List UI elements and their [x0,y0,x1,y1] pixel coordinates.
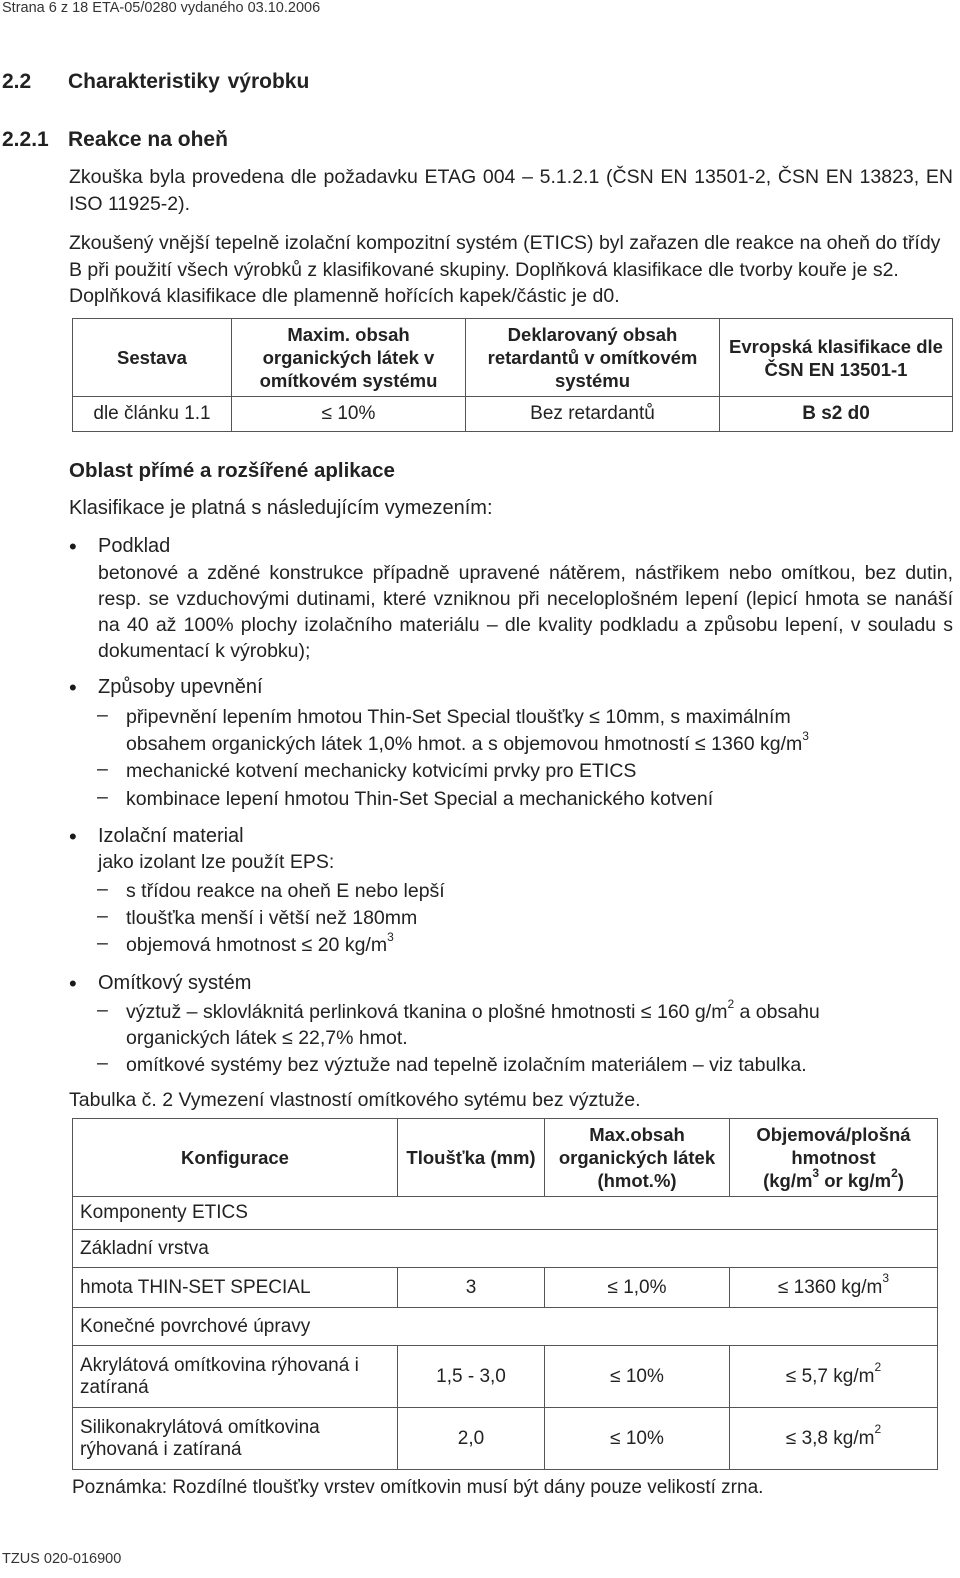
page-footer: TZUS 020-016900 [2,1551,122,1567]
dash-icon: – [97,932,108,954]
table1-header-assembly: Sestava [73,319,232,397]
table2-row-base: Základní vrstva [73,1230,938,1268]
table1-cell-retardants: Bez retardantů [466,397,720,432]
bullet-title-fixing: Způsoby upevnění [98,676,263,698]
superscript: 2 [727,996,735,1011]
test-paragraph: Zkouška byla provedena dle požadavku ETAG 004 – 5.1.2.1 (ČSN EN 13501-2, ČSN EN 13823, EN ISO 11925-2). [69,166,953,215]
table2-row-components: Komponenty ETICS [73,1197,938,1230]
dash-icon: – [97,704,108,726]
table2-header-density [730,1119,938,1197]
bullet-icon: • [69,675,77,700]
table2-cell-thinset-name: hmota THIN-SET SPECIAL [73,1268,398,1308]
table2-cell-silicone-density: ≤ 3,8 $kg/m^2$ [730,1408,938,1470]
bullet-icon: • [69,534,77,559]
section-title: Charakteristiky výrobku [68,70,310,93]
insulation-density-text: objemová hmotnost ≤ 20 kg/m [126,934,388,956]
table2-header-config: Konfigurace [73,1119,398,1197]
bullet-title-insulation: Izolační material [98,825,244,847]
dash-icon: – [97,1052,108,1074]
insulation-item-density [126,929,953,959]
table2-header-thickness: Tloušťka (mm) [398,1119,545,1197]
dash-icon: – [97,999,108,1021]
scope-title: Oblast přímé a rozšířené aplikace [69,459,395,482]
section-heading [2,70,309,94]
table2-cell-acryl-max: ≤ 10% [545,1346,730,1408]
subsection-heading [2,128,228,152]
render-item-mesh [126,996,953,1026]
render-system-table [72,1118,938,1470]
bullet-body-substrate: betonové a zděné konstrukce případně upravené nátěrem, nástřikem nebo omítkou, bez dutin, resp. se vzduchovými dutinami, které vzniknou při neceloplošném lepení (lepicí hmota se nanáší na 40 až 100% plochy izolačního materiálu – dle kvality podkladu a způsobu lepení, v souladu s dokumentací k výrobku); [98,562,953,662]
classification-paragraph: Zkoušený vnější tepelně izolační kompozitní systém (ETICS) byl zařazen dle reakce na oheň do třídy B při použití všech výrobků z klasifikované skupiny. Doplňková klasifikace dle tvorby kouře je s2. Doplňková klasifikace dle plamenně hořících kapek/částic je d0. [69,232,941,307]
insulation-item-thickness: tloušťka menší i větší než 180mm [126,907,418,929]
table2-header-max: Max.obsah organických látek (hmot.%) [545,1119,730,1197]
table2-cell-silicone-thickness: 2,0 [398,1408,545,1470]
insulation-intro: jako izolant lze použít EPS: [98,851,335,873]
table1-header-retardants: Deklarovaný obsah retardantů v omítkovém systému [466,319,720,397]
table2-cell-silicone-name: Silikonakrylátová omítkovina rýhovaná i zatíraná [73,1408,398,1470]
table2-cell-acryl-thickness: 1,5 - 3,0 [398,1346,545,1408]
subsection-number: 2.2.1 [2,128,49,151]
table2-cell-acryl-name: Akrylátová omítkovina rýhovaná i zatíraná [73,1346,398,1408]
table2-row-finish: Konečné povrchové úpravy [73,1308,938,1346]
bullet-icon: • [69,824,77,849]
reaction-classification-table [72,318,953,432]
render-item-unreinforced: omítkové systémy bez výztuže nad tepelně izolačním materiálem – viz tabulka. [126,1054,807,1076]
table2-caption: Tabulka č. 2 Vymezení vlastností omítkového sytému bez výztuže. [69,1089,641,1111]
table2-note: Poznámka: Rozdílné tloušťky vrstev omítkovin musí být dány pouze velikostí zrna. [72,1477,764,1498]
bullet-title-substrate: Podklad [98,535,171,557]
scope-lead: Klasifikace je platná s následujícím vymezením: [69,497,493,519]
fixing-item-mechanical: mechanické kotvení mechanicky kotvicími prvky pro ETICS [126,760,637,782]
subsection-title: Reakce na oheň [68,128,228,151]
render-mesh-text: výztuž – sklovláknitá perlinková tkanina o plošné hmotnosti ≤ 160 g/m [126,1001,728,1023]
dash-icon: – [97,786,108,808]
table1-header-organic: Maxim. obsah organických látek v omítkovém systému [232,319,466,397]
bullet-icon: • [69,971,77,996]
insulation-item-fire: s třídou reakce na oheň E nebo lepší [126,880,445,902]
fixing-item-combination: kombinace lepení hmotou Thin-Set Special a mechanického kotvení [126,788,714,810]
table1-cell-classification: B s2 d0 [720,397,953,432]
dash-icon: – [97,758,108,780]
fixing-item-bonding: připevnění lepením hmotou Thin-Set Special tloušťky ≤ 10mm, s maximálním [126,706,791,728]
page-header: Strana 6 z 18 ETA-05/0280 vydaného 03.10.2006 [2,0,321,16]
fixing-item-bonding-cont [126,728,953,758]
table2-header-density-title: Objemová/plošná hmotnost [756,1124,911,1168]
dash-icon: – [97,905,108,927]
table2-cell-thinset-thickness: 3 [398,1268,545,1308]
dash-icon: – [97,878,108,900]
table2-cell-thinset-max: ≤ 1,0% [545,1268,730,1308]
table2-cell-silicone-max: ≤ 10% [545,1408,730,1470]
table2-header-density-unit: ($kg/m^3$ or $kg/m^2$) [763,1165,904,1191]
fixing-item-bonding-text: obsahem organických látek 1,0% hmot. a s objemovou hmotností ≤ 1360 kg/m [126,733,803,755]
table1-header-classification: Evropská klasifikace dle ČSN EN 13501-1 [720,319,953,397]
table2-cell-acryl-density: ≤ 5,7 $kg/m^2$ [730,1346,938,1408]
superscript: 3 [387,929,394,944]
render-item-mesh-cont: organických látek ≤ 22,7% hmot. [126,1027,408,1049]
section-number: 2.2 [2,70,32,93]
table2-cell-thinset-density: ≤ 1360 $kg/m^3$ [730,1268,938,1308]
table1-cell-assembly: dle článku 1.1 [73,397,232,432]
render-mesh-tail: a obsahu [734,1001,820,1023]
superscript: 3 [802,728,809,743]
table1-cell-organic: ≤ 10% [232,397,466,432]
bullet-title-render: Omítkový systém [98,972,252,994]
